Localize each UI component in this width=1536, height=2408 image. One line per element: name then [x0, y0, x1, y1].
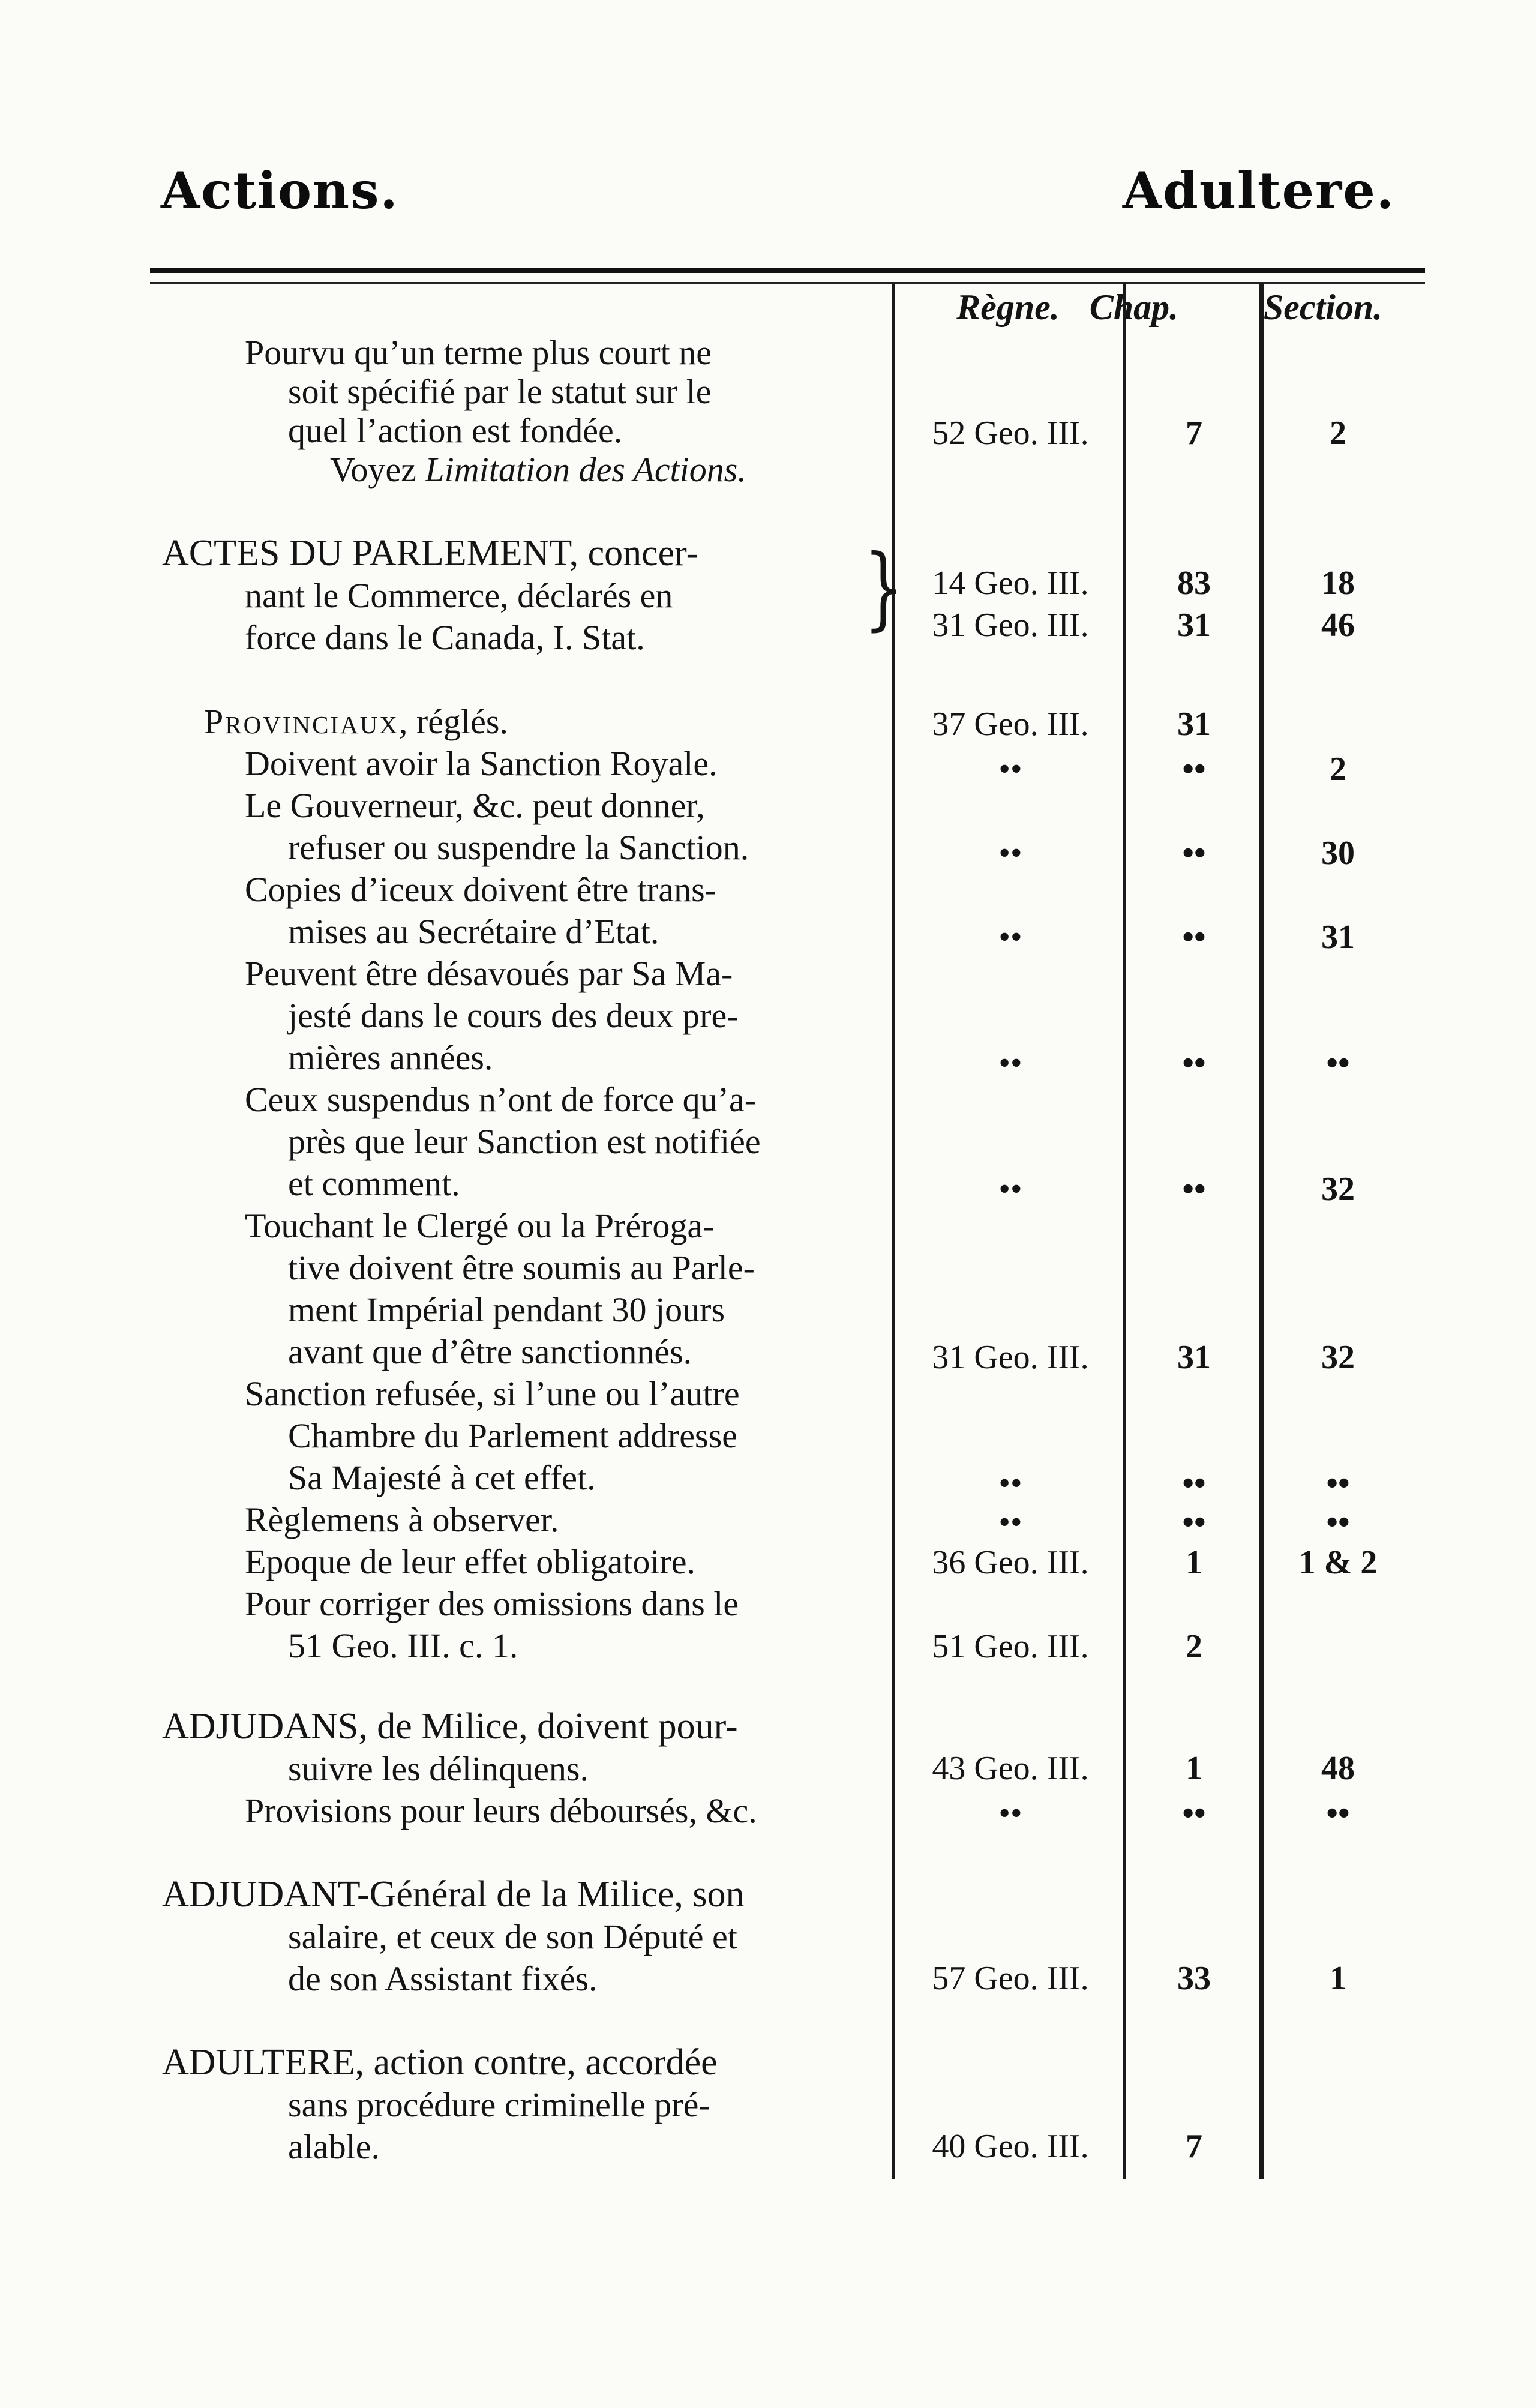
ref-regne: 43 Geo. III. [932, 1750, 1089, 1787]
ref-regne: 40 Geo. III. [932, 2128, 1089, 2165]
entry-line: ment Impérial pendant 30 jours [288, 1290, 725, 1329]
entry-line: jesté dans le cours des deux pre- [288, 996, 739, 1035]
entry-line: force dans le Canada, I. Stat. [245, 618, 645, 657]
ref-regne: •• [998, 1465, 1022, 1502]
ref-section: •• [1326, 1504, 1350, 1541]
ref-regne: •• [998, 1045, 1022, 1082]
entry-line: Sa Majesté à cet effet. [288, 1458, 596, 1497]
entry-line: Peuvent être désavoués par Sa Ma- [245, 954, 733, 993]
ref-section: 2 [1330, 415, 1346, 452]
entry-subheading [204, 702, 508, 741]
ref-section: 2 [1330, 751, 1346, 788]
header-rule-thin [150, 282, 1425, 284]
entry-line: Touchant le Clergé ou la Préroga- [245, 1206, 715, 1245]
entry-heading: ADJUDANT-Général de la Milice, son [162, 1874, 745, 1915]
ref-regne: 52 Geo. III. [932, 415, 1089, 452]
ref-chap: 2 [1186, 1628, 1202, 1665]
ref-section: 18 [1321, 565, 1355, 602]
ref-regne: •• [998, 919, 1022, 956]
entry-line: alable. [288, 2127, 380, 2166]
entry-line: refuser ou suspendre la Sanction. [288, 828, 749, 867]
ref-chap: 1 [1186, 1544, 1202, 1581]
ref-chap: •• [1182, 1045, 1206, 1082]
ref-section: 31 [1321, 919, 1355, 956]
ref-section: 1 & 2 [1298, 1544, 1378, 1581]
entry-line: mières années. [288, 1038, 493, 1077]
entry-line: Provisions pour leurs déboursés, &c. [245, 1791, 757, 1830]
ref-regne: 14 Geo. III. [932, 565, 1089, 602]
entry-line: tive doivent être soumis au Parle- [288, 1248, 755, 1287]
column-header-regne: Règne. [956, 287, 1060, 327]
entry-line: Règlemens à observer. [245, 1500, 559, 1539]
ref-chap: 31 [1177, 607, 1211, 644]
ref-regne: •• [998, 1171, 1022, 1208]
ref-regne: 37 Geo. III. [932, 706, 1089, 743]
ref-chap: •• [1182, 835, 1206, 872]
entry-line: et comment. [288, 1164, 460, 1203]
ref-chap: 31 [1177, 706, 1211, 743]
entry-line: Sanction refusée, si l’une ou l’autre [245, 1374, 740, 1413]
entry-line [330, 450, 746, 489]
ref-chap: •• [1182, 1795, 1206, 1832]
see-also-label: Voyez [330, 450, 416, 489]
entry-line: nant le Commerce, déclarés en [245, 576, 673, 615]
entry-heading: ADJUDANS, de Milice, doivent pour- [162, 1706, 738, 1747]
column-header-section: Section. [1263, 287, 1383, 327]
entry-line: près que leur Sanction est notifiée [288, 1122, 761, 1161]
ref-chap: 83 [1177, 565, 1211, 602]
ref-chap: •• [1182, 919, 1206, 956]
entry-line: Le Gouverneur, &c. peut donner, [245, 786, 705, 825]
subheading-term: Provinciaux [204, 702, 399, 741]
running-head-left: Actions. [161, 161, 399, 220]
entry-line: Copies d’iceux doivent être trans- [245, 870, 716, 909]
ref-section: •• [1326, 1045, 1350, 1082]
entry-line: soit spécifié par le statut sur le [288, 372, 712, 411]
entry-line: Epoque de leur effet obligatoire. [245, 1542, 696, 1581]
ref-chap: 1 [1186, 1750, 1202, 1787]
ref-regne: 51 Geo. III. [932, 1628, 1089, 1665]
ref-section: 1 [1330, 1960, 1346, 1997]
entry-line: avant que d’être sanctionnés. [288, 1332, 692, 1371]
ref-chap: 33 [1177, 1960, 1211, 1997]
entry-line: Ceux suspendus n’ont de force qu’a- [245, 1080, 757, 1119]
ref-section: 46 [1321, 607, 1355, 644]
entry-line: Doivent avoir la Sanction Royale. [245, 744, 718, 783]
running-head-right: Adultere. [1122, 161, 1395, 220]
entry-line: mises au Secrétaire d’Etat. [288, 912, 659, 951]
header-rule [150, 268, 1425, 273]
ref-chap: •• [1182, 751, 1206, 788]
ref-chap: 7 [1186, 2128, 1202, 2165]
ref-section: •• [1326, 1795, 1350, 1832]
ref-regne: •• [998, 835, 1022, 872]
ref-section: 32 [1321, 1339, 1355, 1376]
ref-regne: •• [998, 1504, 1022, 1541]
entry-line: salaire, et ceux de son Député et [288, 1917, 737, 1956]
entry-line: 51 Geo. III. c. 1. [288, 1626, 518, 1665]
entry-line: sans procédure criminelle pré- [288, 2085, 710, 2124]
ref-regne: 36 Geo. III. [932, 1544, 1089, 1581]
entry-line: de son Assistant fixés. [288, 1959, 598, 1998]
ref-section: •• [1326, 1465, 1350, 1502]
subheading-text: , réglés. [398, 702, 508, 741]
ref-chap: •• [1182, 1504, 1206, 1541]
ref-section: 48 [1321, 1750, 1355, 1787]
ref-regne: •• [998, 1795, 1022, 1832]
brace-glyph: } [863, 536, 904, 640]
ref-chap: 31 [1177, 1339, 1211, 1376]
entry-line: suivre les délinquens. [288, 1749, 589, 1788]
ref-regne: 31 Geo. III. [932, 1339, 1089, 1376]
entry-line: Chambre du Parlement addresse [288, 1416, 737, 1455]
ref-chap: •• [1182, 1171, 1206, 1208]
ref-chap: 7 [1186, 415, 1202, 452]
entry-heading: ADULTERE, action contre, accordée [162, 2042, 718, 2083]
entry-heading: ACTES DU PARLEMENT, concer- [162, 533, 699, 574]
ref-regne: 31 Geo. III. [932, 607, 1089, 644]
ref-regne: 57 Geo. III. [932, 1960, 1089, 1997]
column-header-chap: Chap. [1089, 287, 1179, 327]
entry-line: Pourvu qu’un terme plus court ne [245, 333, 712, 372]
entry-line: Pour corriger des omissions dans le [245, 1584, 739, 1623]
ref-chap: •• [1182, 1465, 1206, 1502]
ref-section: 30 [1321, 835, 1355, 872]
entry-line: quel l’action est fondée. [288, 411, 623, 450]
ref-section: 32 [1321, 1171, 1355, 1208]
see-also-reference: Limitation des Actions. [425, 450, 746, 489]
ref-regne: •• [998, 751, 1022, 788]
